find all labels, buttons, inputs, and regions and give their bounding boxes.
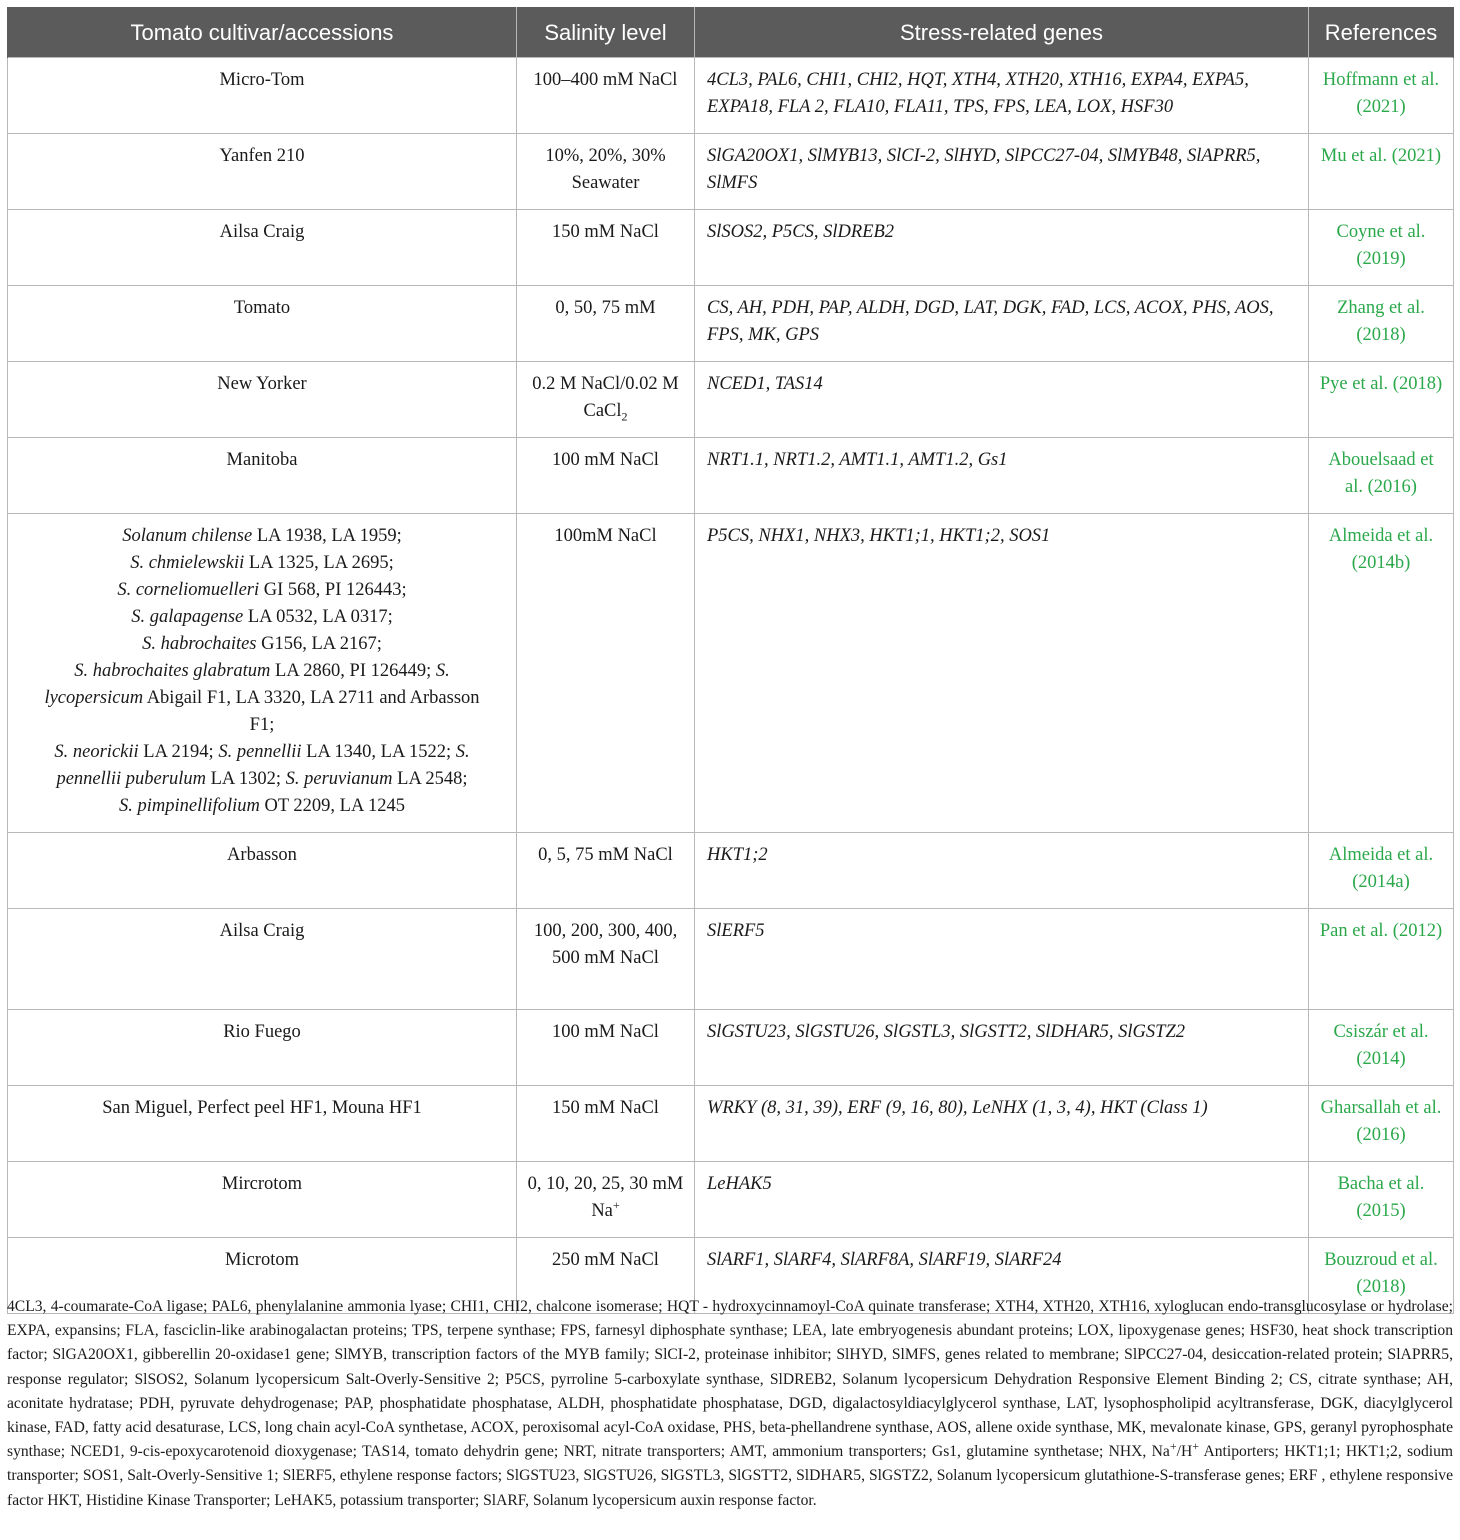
genes-cell: NCED1, TAS14	[695, 362, 1309, 438]
species-name: S. peruvianum	[285, 769, 393, 789]
species-name: S. habrochaites	[142, 634, 257, 654]
species-name: S. corneliomuelleri	[117, 580, 260, 600]
footnote-text: /H	[1176, 1443, 1193, 1461]
reference-link[interactable]: Almeida et al. (2014b)	[1309, 514, 1454, 833]
cultivar-cell: San Miguel, Perfect peel HF1, Mouna HF1	[8, 1086, 517, 1162]
accession-text: LA 0532, LA 0317;	[243, 607, 393, 627]
superscript: +	[1169, 1439, 1177, 1454]
footnote-text: 4CL3, 4-coumarate-CoA ligase; PAL6, phenylalanine ammonia lyase; CHI1, CHI2, chalcone isomerase; HQT - hydroxycinnamoyl-CoA quinate transferase; XTH4, XTH20, XTH16, xyloglucan endo-transglucosylase or hydrolase; EXPA, expansins; FLA, fasciclin-like arabinogalactan proteins; TPS, terpene synthase; FPS, farnesyl diphosphate synthase; LEA, late embryogenesis abundant proteins; LOX, lipoxygenase genes; HSF30, heat shock transcription factor; SlGA20OX1, gibberellin 20-oxidase1 gene; SlMYB, transcription factors of the MYB family; SlCI-2, proteinase inhibitor; SlHYD, SlMFS, genes related to membrane; SlPCC27-04, desiccation-related protein; SlAPRR5, response regulator; SlSOS2, Solanum lycopersicum Salt-Overly-Sensitive 2; P5CS, pyrroline 5-carboxylate synthase, SlDREB2, Solanum lycopersicum Dehydration Responsive Element Binding 2; CS, citrate synthase; AH, aconitate hydratase; PDH, pyruvate dehydrogenase; PAP, phosphatidate phosphatase, ALDH, phosphatidate phosphatase, DGD, digalactosyldiacylglycerol synthase, LAT, lysophospholipid acyltransferase, DGK, diacylglycerol kinase, FAD, fatty acid desaturase, LCS, long chain acyl-CoA synthetase, ACOX, peroxisomal acyl-CoA oxidase, PHS, beta-phellandrene synthase, AOS, allene oxide synthase, MK, mevalonate kinase, GPS, geranyl pyrophosphate synthase; NCED1, 9-cis-epoxycarotenoid dioxygenase; TAS14, tomato dehydrin gene; NRT, nitrate transporters; AMT, ammonium transporters; Gs1, glutamine synthetase; NHX, Na	[7, 1298, 1453, 1461]
cultivar-cell: Microtom	[8, 1238, 517, 1314]
genes-cell: CS, AH, PDH, PAP, ALDH, DGD, LAT, DGK, FAD, LCS, ACOX, PHS, AOS, FPS, MK, GPS	[695, 286, 1309, 362]
salinity-genes-table	[7, 7, 1454, 1314]
accession-text: F1;	[249, 715, 275, 735]
table-footnote	[7, 1295, 1453, 1513]
table-row	[8, 134, 1454, 210]
genes-cell: SlSOS2, P5CS, SlDREB2	[695, 210, 1309, 286]
accession-text: LA 2548;	[392, 769, 468, 789]
reference-link[interactable]: Csiszár et al. (2014)	[1309, 1010, 1454, 1086]
genes-cell: P5CS, NHX1, NHX3, HKT1;1, HKT1;2, SOS1	[695, 514, 1309, 833]
species-line	[18, 577, 506, 604]
genes-cell: SlARF1, SlARF4, SlARF8A, SlARF19, SlARF24	[695, 1238, 1309, 1314]
reference-link[interactable]: Pye et al. (2018)	[1309, 362, 1454, 438]
species-line	[18, 712, 506, 739]
salinity-cell: 100mM NaCl	[517, 514, 695, 833]
table-row	[8, 1162, 1454, 1238]
header-genes: Stress-related genes	[695, 7, 1309, 58]
salinity-cell: 100–400 mM NaCl	[517, 58, 695, 134]
species-name: S.	[455, 742, 470, 762]
table-row	[8, 210, 1454, 286]
header-references: References	[1309, 7, 1454, 58]
cultivar-cell: Manitoba	[8, 438, 517, 514]
cultivar-cell: Rio Fuego	[8, 1010, 517, 1086]
species-name: S. pennellii	[218, 742, 302, 762]
genes-cell: SlGSTU23, SlGSTU26, SlGSTL3, SlGSTT2, SlDHAR5, SlGSTZ2	[695, 1010, 1309, 1086]
accession-text: G156, LA 2167;	[256, 634, 382, 654]
accession-text: LA 1938, LA 1959;	[252, 526, 402, 546]
salinity-cell: 10%, 20%, 30% Seawater	[517, 134, 695, 210]
cultivar-cell: Ailsa Craig	[8, 210, 517, 286]
header-salinity: Salinity level	[517, 7, 695, 58]
accession-text: LA 2194;	[138, 742, 219, 762]
species-line	[18, 658, 506, 685]
cultivar-cell: Mircrotom	[8, 1162, 517, 1238]
reference-link[interactable]: Coyne et al. (2019)	[1309, 210, 1454, 286]
table-row	[8, 286, 1454, 362]
salinity-text: 0.2 M NaCl/0.02 M CaCl	[532, 374, 679, 421]
reference-link[interactable]: Mu et al. (2021)	[1309, 134, 1454, 210]
cultivar-cell	[8, 514, 517, 833]
genes-cell: SlGA20OX1, SlMYB13, SlCI-2, SlHYD, SlPCC27-04, SlMYB48, SlAPRR5, SlMFS	[695, 134, 1309, 210]
header-cultivar: Tomato cultivar/accessions	[8, 7, 517, 58]
salinity-text: 0, 10, 20, 25, 30 mM Na	[527, 1174, 684, 1221]
salinity-cell: 100 mM NaCl	[517, 438, 695, 514]
subscript: 2	[621, 409, 628, 424]
species-name: pennellii puberulum	[56, 769, 206, 789]
reference-link[interactable]: Hoffmann et al. (2021)	[1309, 58, 1454, 134]
reference-link[interactable]: Almeida et al. (2014a)	[1309, 833, 1454, 909]
species-line	[18, 739, 506, 766]
accession-text: LA 1302;	[205, 769, 286, 789]
salinity-cell: 0, 5, 75 mM NaCl	[517, 833, 695, 909]
genes-cell: HKT1;2	[695, 833, 1309, 909]
table-row	[8, 438, 1454, 514]
table-body	[8, 58, 1454, 1314]
table-row	[8, 833, 1454, 909]
cultivar-cell: Arbasson	[8, 833, 517, 909]
table-row	[8, 1010, 1454, 1086]
cultivar-cell: New Yorker	[8, 362, 517, 438]
salinity-cell: 150 mM NaCl	[517, 1086, 695, 1162]
footnote-text: Antiporters; HKT1;1; HKT1;2, sodium transporter; SOS1, Salt-Overly-Sensitive 1; SlERF5, ethylene response factors; SlGSTU23, SlGSTU26, SlGSTL3, SlGSTT2, SlDHAR5, SlGSTZ2, Solanum lycopersicum glutathione-S-transferase genes; ERF , ethylene responsive factor HKT, Histidine Kinase Transporter; LeHAK5, potassium transporter; SlARF, Solanum lycopersicum auxin response factor.	[7, 1443, 1453, 1509]
superscript: +	[1192, 1439, 1200, 1454]
accession-text: LA 1325, LA 2695;	[244, 553, 394, 573]
reference-link[interactable]: Bacha et al. (2015)	[1309, 1162, 1454, 1238]
reference-link[interactable]: Pan et al. (2012)	[1309, 909, 1454, 1010]
accession-text: LA 2860, PI 126449;	[270, 661, 436, 681]
genes-cell: NRT1.1, NRT1.2, AMT1.1, AMT1.2, Gs1	[695, 438, 1309, 514]
accession-text: LA 1340, LA 1522;	[301, 742, 456, 762]
accession-text: Abigail F1, LA 3320, LA 2711 and Arbasson	[143, 688, 480, 708]
salinity-cell	[517, 362, 695, 438]
salinity-cell: 100 mM NaCl	[517, 1010, 695, 1086]
cultivar-cell: Micro-Tom	[8, 58, 517, 134]
salinity-cell	[517, 1162, 695, 1238]
species-name: S. pimpinellifolium	[119, 796, 260, 816]
species-name: S.	[435, 661, 450, 681]
genes-cell: 4CL3, PAL6, CHI1, CHI2, HQT, XTH4, XTH20, XTH16, EXPA4, EXPA5, EXPA18, FLA 2, FLA10, FLA11, TPS, FPS, LEA, LOX, HSF30	[695, 58, 1309, 134]
species-line	[18, 523, 506, 550]
species-line	[18, 685, 506, 712]
genes-cell: SlERF5	[695, 909, 1309, 1010]
species-line	[18, 604, 506, 631]
species-line	[18, 631, 506, 658]
reference-link[interactable]: Abouelsaad et al. (2016)	[1309, 438, 1454, 514]
species-name: S. neorickii	[54, 742, 139, 762]
reference-link[interactable]: Gharsallah et al. (2016)	[1309, 1086, 1454, 1162]
genes-cell: WRKY (8, 31, 39), ERF (9, 16, 80), LeNHX (1, 3, 4), HKT (Class 1)	[695, 1086, 1309, 1162]
species-name: S. chmielewskii	[130, 553, 245, 573]
salinity-cell: 250 mM NaCl	[517, 1238, 695, 1314]
superscript: +	[612, 1197, 620, 1212]
table-header	[8, 7, 1454, 58]
table-row	[8, 1086, 1454, 1162]
table-row	[8, 514, 1454, 833]
species-name: S. galapagense	[131, 607, 244, 627]
species-line	[18, 550, 506, 577]
salinity-cell: 150 mM NaCl	[517, 210, 695, 286]
species-line	[18, 793, 506, 820]
accession-text: GI 568, PI 126443;	[259, 580, 407, 600]
species-name: Solanum chilense	[122, 526, 253, 546]
cultivar-cell: Yanfen 210	[8, 134, 517, 210]
salinity-cell: 100, 200, 300, 400, 500 mM NaCl	[517, 909, 695, 1010]
species-name: lycopersicum	[44, 688, 144, 708]
table-row	[8, 909, 1454, 1010]
accession-text: OT 2209, LA 1245	[259, 796, 405, 816]
species-line	[18, 766, 506, 793]
table-row	[8, 362, 1454, 438]
table-row	[8, 58, 1454, 134]
salinity-cell: 0, 50, 75 mM	[517, 286, 695, 362]
reference-link[interactable]: Bouzroud et al. (2018)	[1309, 1238, 1454, 1314]
cultivar-cell: Tomato	[8, 286, 517, 362]
species-name: S. habrochaites glabratum	[74, 661, 271, 681]
genes-cell: LeHAK5	[695, 1162, 1309, 1238]
reference-link[interactable]: Zhang et al. (2018)	[1309, 286, 1454, 362]
cultivar-cell: Ailsa Craig	[8, 909, 517, 1010]
